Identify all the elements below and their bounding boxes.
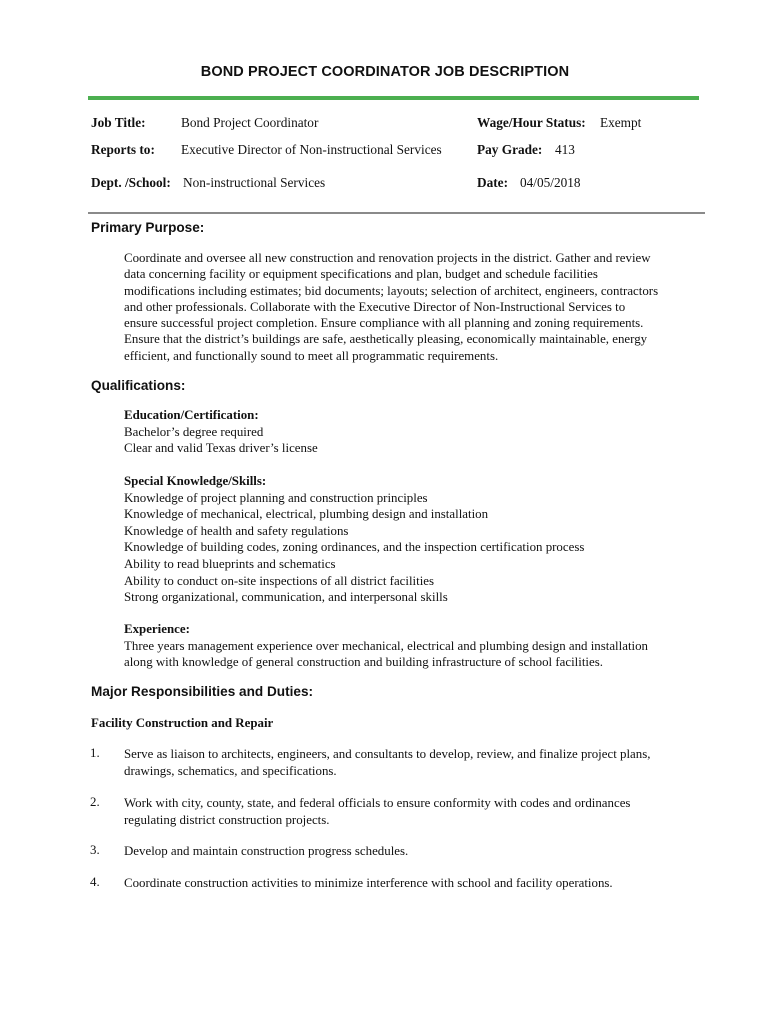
skill-item: Ability to read blueprints and schematics xyxy=(124,556,336,571)
item-number: 2. xyxy=(90,795,100,809)
wage-status-label: Wage/Hour Status: xyxy=(477,115,586,130)
wage-status-value: Exempt xyxy=(600,115,642,130)
responsibility-item xyxy=(124,843,704,860)
purpose-line: and other professionals. Collaborate with the Executive Director of Non-Instructional Services to xyxy=(124,299,626,314)
skill-item: Knowledge of health and safety regulations xyxy=(124,523,349,538)
responsibility-line: Work with city, county, state, and federal officials to ensure conformity with codes and ordinances xyxy=(124,796,631,810)
skill-item: Knowledge of building codes, zoning ordinances, and the inspection certification process xyxy=(124,540,585,555)
responsibility-item xyxy=(124,875,704,892)
job-title-value: Bond Project Coordinator xyxy=(181,115,319,130)
date-label: Date: xyxy=(477,175,509,190)
document-title: BOND PROJECT COORDINATOR JOB DESCRIPTION xyxy=(200,64,570,80)
responsibility-line: Coordinate construction activities to minimize interference with school and facility operations. xyxy=(124,876,613,890)
reports-to-value: Executive Director of Non-instructional Services xyxy=(181,142,442,157)
skill-item: Knowledge of mechanical, electrical, plumbing design and installation xyxy=(124,507,489,522)
item-number: 1. xyxy=(90,746,100,760)
responsibility-line: regulating district construction projects. xyxy=(124,813,330,827)
skill-item: Ability to conduct on-site inspections of all district facilities xyxy=(124,573,435,588)
purpose-line: ensure successful project completion. Ensure compliance with all planning and zoning requirements. xyxy=(124,316,644,331)
pay-grade-value: 413 xyxy=(555,142,575,157)
purpose-line: Ensure that the district’s buildings are safe, aesthetically pleasing, economically maintainable, energy xyxy=(124,332,648,347)
primary-purpose-text xyxy=(124,250,699,364)
purpose-line: efficient, and functionally sound to meet all programmatic requirements. xyxy=(124,348,499,363)
purpose-line: modifications including estimates; bid documents; layouts; selection of architect, engineers, contractors xyxy=(124,283,659,298)
education-heading: Education/Certification: xyxy=(124,408,259,422)
experience-line: along with knowledge of general construction and building infrastructure of school facilities. xyxy=(124,655,603,670)
title-divider xyxy=(88,96,699,100)
header-divider xyxy=(88,212,705,214)
job-title-label: Job Title: xyxy=(91,115,146,130)
item-number: 4. xyxy=(90,875,100,889)
experience-section xyxy=(124,621,648,671)
responsibility-line: Develop and maintain construction progress schedules. xyxy=(124,844,409,858)
experience-heading: Experience: xyxy=(124,622,190,636)
education-item: Bachelor’s degree required xyxy=(124,424,264,439)
responsibilities-heading: Major Responsibilities and Duties: xyxy=(91,684,314,699)
responsibility-item xyxy=(124,795,704,829)
purpose-line: data concerning facility or equipment specifications and plan, budget and schedule facilities xyxy=(124,267,598,282)
skills-heading: Special Knowledge/Skills: xyxy=(124,474,267,488)
date-value: 04/05/2018 xyxy=(520,175,581,190)
skill-item: Knowledge of project planning and construction principles xyxy=(124,490,428,505)
item-number: 3. xyxy=(90,843,100,857)
facility-subheading: Facility Construction and Repair xyxy=(91,716,274,730)
purpose-line: Coordinate and oversee all new construction and renovation projects in the district. Gather and review xyxy=(124,251,651,265)
primary-purpose-heading: Primary Purpose: xyxy=(91,220,205,235)
experience-line: Three years management experience over mechanical, electrical and plumbing design and installation xyxy=(124,638,648,653)
qualifications-heading: Qualifications: xyxy=(91,378,186,393)
education-item: Clear and valid Texas driver’s license xyxy=(124,441,318,456)
skill-item: Strong organizational, communication, and interpersonal skills xyxy=(124,590,448,605)
pay-grade-label: Pay Grade: xyxy=(477,142,543,157)
dept-value: Non-instructional Services xyxy=(183,175,326,190)
responsibility-line: Serve as liaison to architects, engineers, and consultants to develop, review, and finalize project plans, xyxy=(124,747,651,761)
reports-to-label: Reports to: xyxy=(91,142,155,157)
skills-section xyxy=(124,473,584,606)
education-section xyxy=(124,407,318,457)
responsibility-item xyxy=(124,746,704,780)
responsibility-line: drawings, schematics, and specifications. xyxy=(124,764,337,778)
dept-label: Dept. /School: xyxy=(91,175,171,190)
